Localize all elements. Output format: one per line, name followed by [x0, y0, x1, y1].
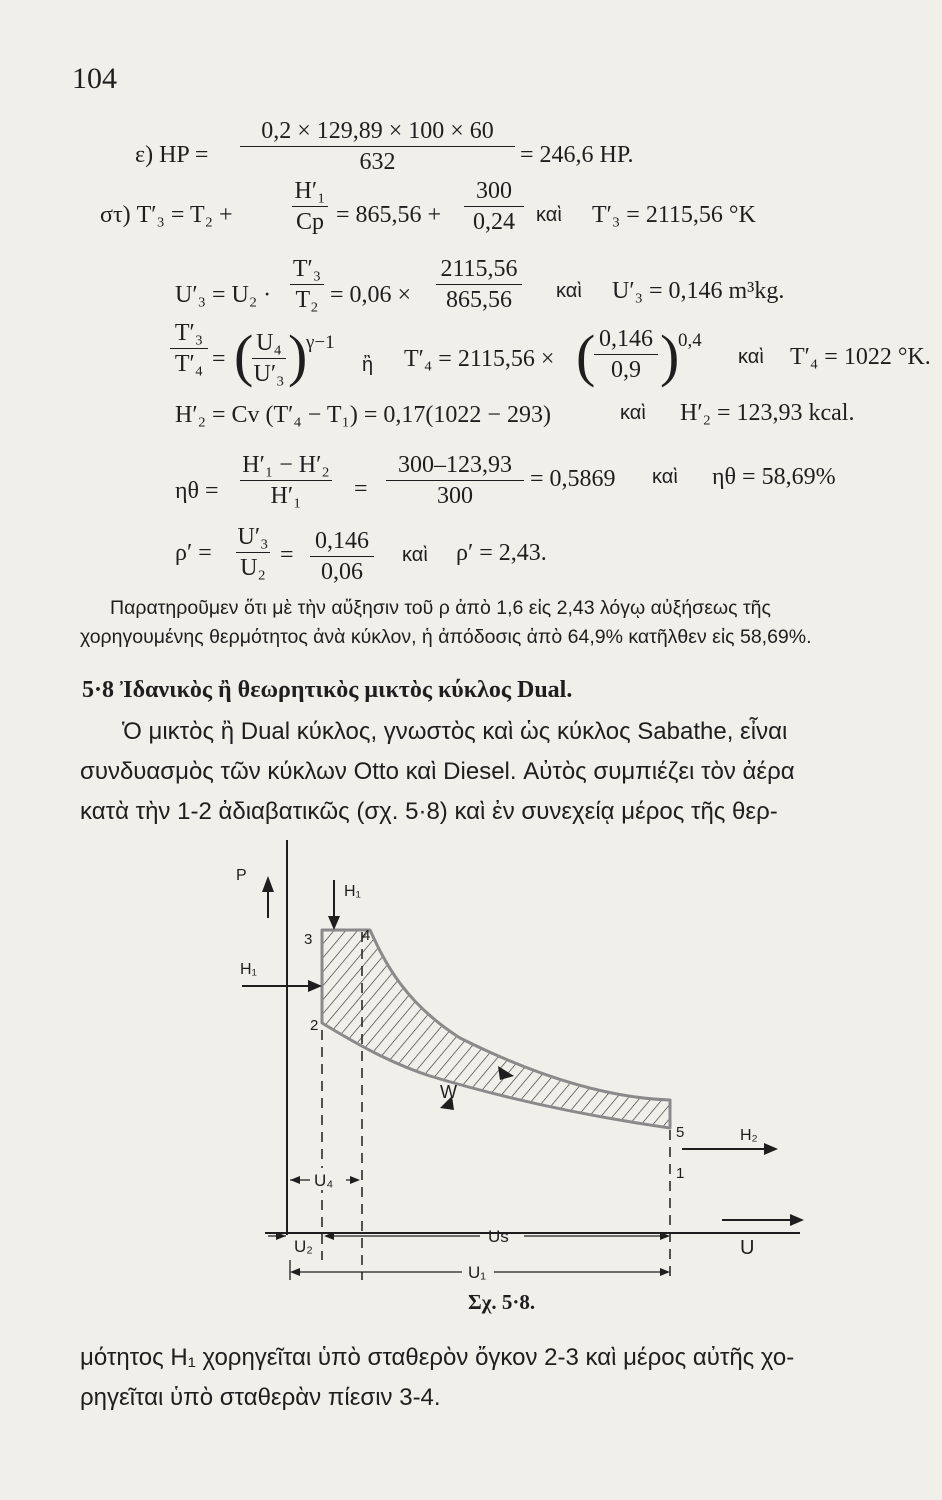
- dim-u1-right-arrow-icon: [660, 1268, 670, 1276]
- eq-eta-eq: =: [354, 476, 368, 502]
- heat-in-left-arrow-icon: [308, 980, 322, 992]
- heat-in-top-arrow-icon: [328, 916, 340, 930]
- eq-u3-result: U′₃ = 0,146 m³kg.: [612, 278, 785, 304]
- eq-t4-paren-num: U₄: [256, 330, 282, 356]
- eq-rho-eq: =: [280, 542, 294, 568]
- eq-t4-lparen2: (: [576, 323, 596, 388]
- axis-label-u: U: [740, 1237, 755, 1259]
- heat-in-left-label: H₁: [240, 961, 257, 978]
- eq-u3-frac2-den: 865,56: [446, 287, 512, 314]
- eq-h2-kai: καὶ: [620, 402, 646, 424]
- eq-t4-rparen: ): [288, 323, 308, 388]
- eq-t4-rparen2: ): [660, 323, 680, 388]
- eq-t4-exp: γ−1: [306, 332, 335, 353]
- dim-u1-label: U₁: [468, 1263, 487, 1282]
- eq-u3-frac1: [290, 256, 324, 314]
- dim-u2-label: U₂: [294, 1237, 313, 1256]
- eq-t4-paren2-frac: [594, 326, 658, 384]
- eq-t4-result: T′₄ = 1022 °K.: [790, 344, 931, 370]
- eq-eta-mid: = 0,5869: [530, 466, 616, 492]
- eq-t4-paren-frac: [252, 330, 286, 388]
- observation-line-1: Παρατηροῦμεν ὅτι μὲ τὴν αὔξησιν τοῦ ρ ἀπὸ 1,6 εἰς 2,43 λόγῳ αὐξήσεως τῆς: [110, 597, 771, 619]
- eq-u3-frac2-num: 2115,56: [440, 256, 518, 282]
- eq-u3-frac1-den: T₂: [295, 287, 319, 314]
- eq-rho-frac1: [236, 524, 270, 582]
- point-label-3: 3: [304, 931, 313, 948]
- eq-h2-result: H′₂ = 123,93 kcal.: [680, 400, 855, 426]
- eq-eta-frac1: [240, 452, 332, 510]
- eq-t3-mid: = 865,56 +: [336, 202, 442, 228]
- eq-rho-frac2-den: 0,06: [321, 559, 363, 586]
- eq-rho-result: ρ′ = 2,43.: [456, 540, 547, 566]
- eq-u3-kai: καὶ: [556, 280, 582, 302]
- heat-out-arrow-icon: [764, 1143, 778, 1155]
- point-label-5: 5: [676, 1124, 685, 1141]
- eq-eta-frac2-num: 300–123,93: [398, 452, 512, 478]
- dim-u4-left-arrow-icon: [290, 1176, 300, 1184]
- dim-u4-right-arrow-icon: [350, 1176, 360, 1184]
- eq-rho-label: ρ′ =: [175, 540, 212, 566]
- eq-hp-result: = 246,6 HP.: [520, 142, 634, 168]
- eq-t3-result: T′₃ = 2115,56 °K: [592, 202, 756, 228]
- eq-t3-frac1: [292, 178, 328, 236]
- point-label-1: 1: [676, 1165, 685, 1182]
- eq-rho-frac2: [310, 528, 374, 586]
- eq-t4-paren2-num: 0,146: [599, 326, 653, 352]
- eq-t4-eq: =: [212, 346, 226, 372]
- eq-u3-label: U′₃ = U₂ ·: [175, 282, 272, 308]
- eq-eta-frac1-den: H′₁: [270, 483, 302, 510]
- page-number: 104: [72, 62, 117, 95]
- eq-eta-result: ηθ = 58,69%: [712, 464, 836, 490]
- eq-h2-text: H′₂ = Cv (T′₄ − T₁) = 0,17(1022 − 293): [175, 402, 551, 428]
- eq-eta-frac2-den: 300: [437, 483, 473, 510]
- figure-caption: Σχ. 5·8.: [468, 1290, 536, 1314]
- eq-t3-kai: καὶ: [536, 204, 562, 226]
- eq-u3-frac2: [436, 256, 522, 314]
- paragraph2-line-1: μότητος H₁ χορηγεῖται ὑπὸ σταθερὸν ὄγκον 2-3 καὶ μέρος αὐτῆς χο-: [80, 1344, 795, 1371]
- eq-eta-frac1-num: H′₁ − H′₂: [242, 452, 330, 478]
- eq-u3-mid: = 0,06 ×: [330, 282, 412, 308]
- eq-t4-paren2-den: 0,9: [611, 357, 641, 384]
- eq-rho-kai: καὶ: [402, 544, 428, 566]
- eq-rho-frac1-num: U′₃: [237, 524, 269, 550]
- heat-in-top-label: H₁: [344, 883, 361, 900]
- paragraph2-line-2: ρηγεῖται ὑπὸ σταθερὰν πίεσιν 3-4.: [80, 1384, 441, 1411]
- eq-hp-fraction: [240, 118, 515, 176]
- section-heading: 5·8 Ἰδανικὸς ἢ θεωρητικὸς μικτὸς κύκλος Dual.: [82, 677, 573, 703]
- eq-t4-kai: καὶ: [738, 346, 764, 368]
- axis-label-p: P: [236, 867, 247, 884]
- dim-u4-label: U₄: [314, 1171, 334, 1190]
- eq-t4-frac1-den: T′₄: [174, 351, 204, 378]
- dim-u1-left-arrow-icon: [290, 1268, 300, 1276]
- eq-t4-lparen: (: [234, 323, 254, 388]
- eq-hp-denominator: 632: [359, 149, 396, 176]
- paragraph1-line-2: συνδυασμὸς τῶν κύκλων Otto καὶ Diesel. Αὐτὸς συμπιέζει τὸν ἀέρα: [80, 758, 795, 785]
- point-label-4: 4: [362, 927, 371, 944]
- eq-rho-frac2-num: 0,146: [315, 528, 369, 554]
- dim-us-label: Us: [488, 1227, 509, 1246]
- eq-t3-frac2: [464, 178, 524, 236]
- observation-line-2: χορηγουμένης θερμότητος ἀνὰ κύκλον, ἡ ἀπόδοσις ἀπὸ 64,9% κατῆλθεν εἰς 58,69%.: [80, 626, 812, 648]
- eq-rho-frac1-den: U₂: [240, 555, 266, 582]
- eq-hp-label: ε) HP =: [135, 142, 209, 168]
- eq-t4-mid: T′₄ = 2115,56 ×: [404, 346, 555, 372]
- eq-eta-label: ηθ =: [175, 478, 219, 504]
- pv-diagram: [0, 840, 942, 1320]
- point-label-2: 2: [310, 1017, 319, 1034]
- eq-u3-frac1-num: T′₃: [292, 256, 322, 282]
- heat-out-label: H₂: [740, 1127, 758, 1144]
- eq-t4-or: ἢ: [362, 354, 374, 376]
- paragraph1-line-3: κατὰ τὴν 1-2 ἀδιαβατικῶς (σχ. 5·8) καὶ ἐν συνεχείᾳ μέρος τῆς θερ-: [80, 798, 778, 825]
- eq-t4-exp2: 0,4: [678, 330, 702, 351]
- cycle-work-area: [322, 930, 670, 1128]
- eq-t3-label: στ) T′₃ = T₂ +: [100, 202, 233, 228]
- eq-t4-paren-den: U′₃: [253, 361, 285, 388]
- eq-eta-frac2: [386, 452, 524, 510]
- eq-t3-frac2-den: 0,24: [473, 209, 515, 236]
- eq-t3-frac2-num: 300: [476, 178, 512, 204]
- work-label: W: [440, 1082, 457, 1102]
- p-axis-arrow-icon: [262, 876, 274, 892]
- eq-t4-frac1: [170, 320, 208, 378]
- u-direction-arrow-icon: [790, 1214, 804, 1226]
- eq-t3-frac1-den: Cp: [295, 209, 324, 236]
- eq-t4-frac1-num: T′₃: [174, 320, 204, 346]
- eq-hp-numerator: 0,2 × 129,89 × 100 × 60: [261, 118, 494, 144]
- paragraph1-line-1: Ὁ μικτὸς ἢ Dual κύκλος, γνωστὸς καὶ ὡς κύκλος Sabathe, εἶναι: [122, 718, 788, 745]
- eq-eta-kai: καὶ: [652, 466, 678, 488]
- eq-t3-frac1-num: H′₁: [294, 178, 326, 204]
